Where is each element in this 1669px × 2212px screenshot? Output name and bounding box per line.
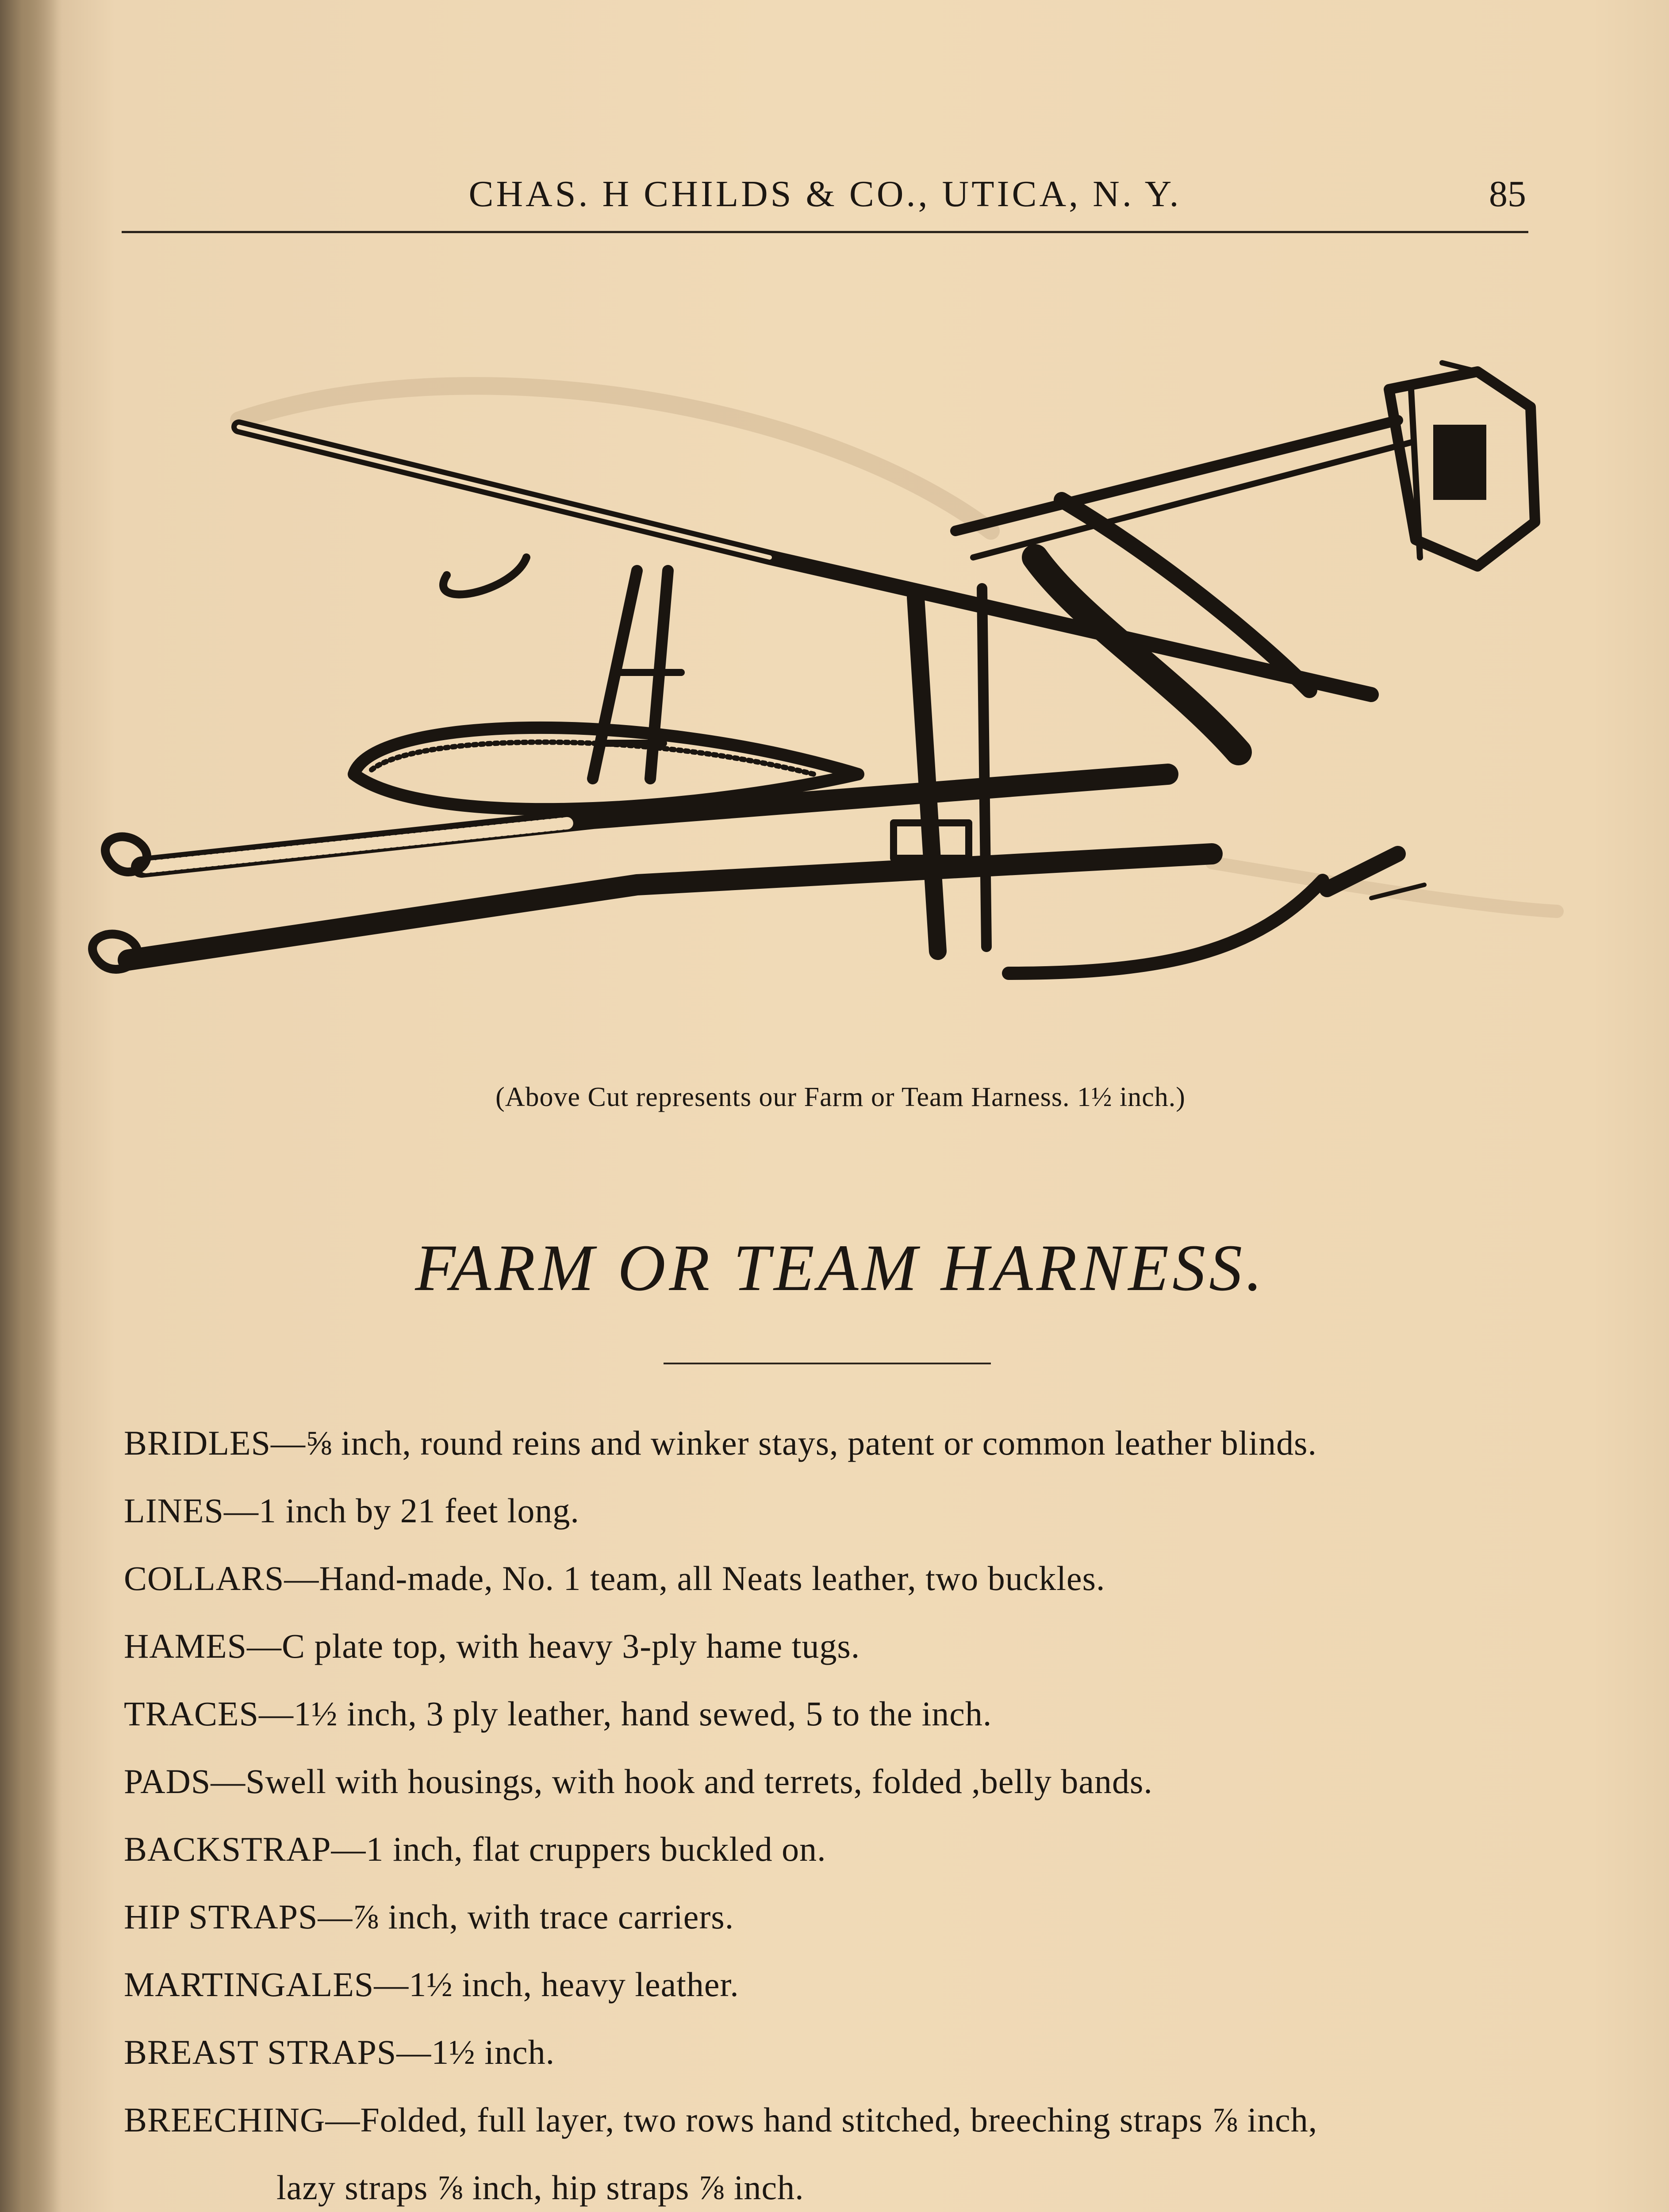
spec-hip-straps: HIP STRAPS—⅞ inch, with trace carriers. (124, 1897, 734, 1936)
spec-breeching: BREECHING—Folded, full layer, two rows hand stitched, breeching straps ⅞ inch, (124, 2101, 1318, 2139)
harness-figure (62, 310, 1584, 1026)
section-title: FARM OR TEAM HARNESS. (415, 1231, 1266, 1305)
spec-list (124, 1409, 1539, 2212)
spec-backstrap: BACKSTRAP—1 inch, flat cruppers buckled on. (124, 1830, 826, 1868)
title-rule (664, 1363, 991, 1364)
spec-lines: LINES—1 inch by 21 feet long. (124, 1491, 579, 1530)
spec-collars: COLLARS—Hand-made, No. 1 team, all Neats leather, two buckles. (124, 1559, 1105, 1598)
header-rule (122, 231, 1528, 233)
spec-breast-straps: BREAST STRAPS—1½ inch. (124, 2033, 555, 2071)
spec-breeching-continued: lazy straps ⅞ inch, hip straps ⅞ inch. (276, 2168, 804, 2207)
running-title: CHAS. H CHILDS & CO., UTICA, N. Y. (468, 173, 1182, 215)
spec-bridles: BRIDLES—⅝ inch, round reins and winker stays, patent or common leather blinds. (124, 1424, 1317, 1462)
figure-caption: (Above Cut represents our Farm or Team Harness. 1½ inch.) (495, 1082, 1186, 1112)
spec-hames: HAMES—C plate top, with heavy 3-ply hame tugs. (124, 1627, 860, 1665)
spec-traces: TRACES—1½ inch, 3 ply leather, hand sewed, 5 to the inch. (124, 1694, 992, 1733)
spec-pads: PADS—Swell with housings, with hook and terrets, folded ,belly bands. (124, 1762, 1153, 1801)
spec-martingales: MARTINGALES—1½ inch, heavy leather. (124, 1965, 739, 2004)
page-number: 85 (1489, 173, 1526, 215)
running-head (124, 173, 1526, 226)
harness-illustration (62, 310, 1584, 1026)
